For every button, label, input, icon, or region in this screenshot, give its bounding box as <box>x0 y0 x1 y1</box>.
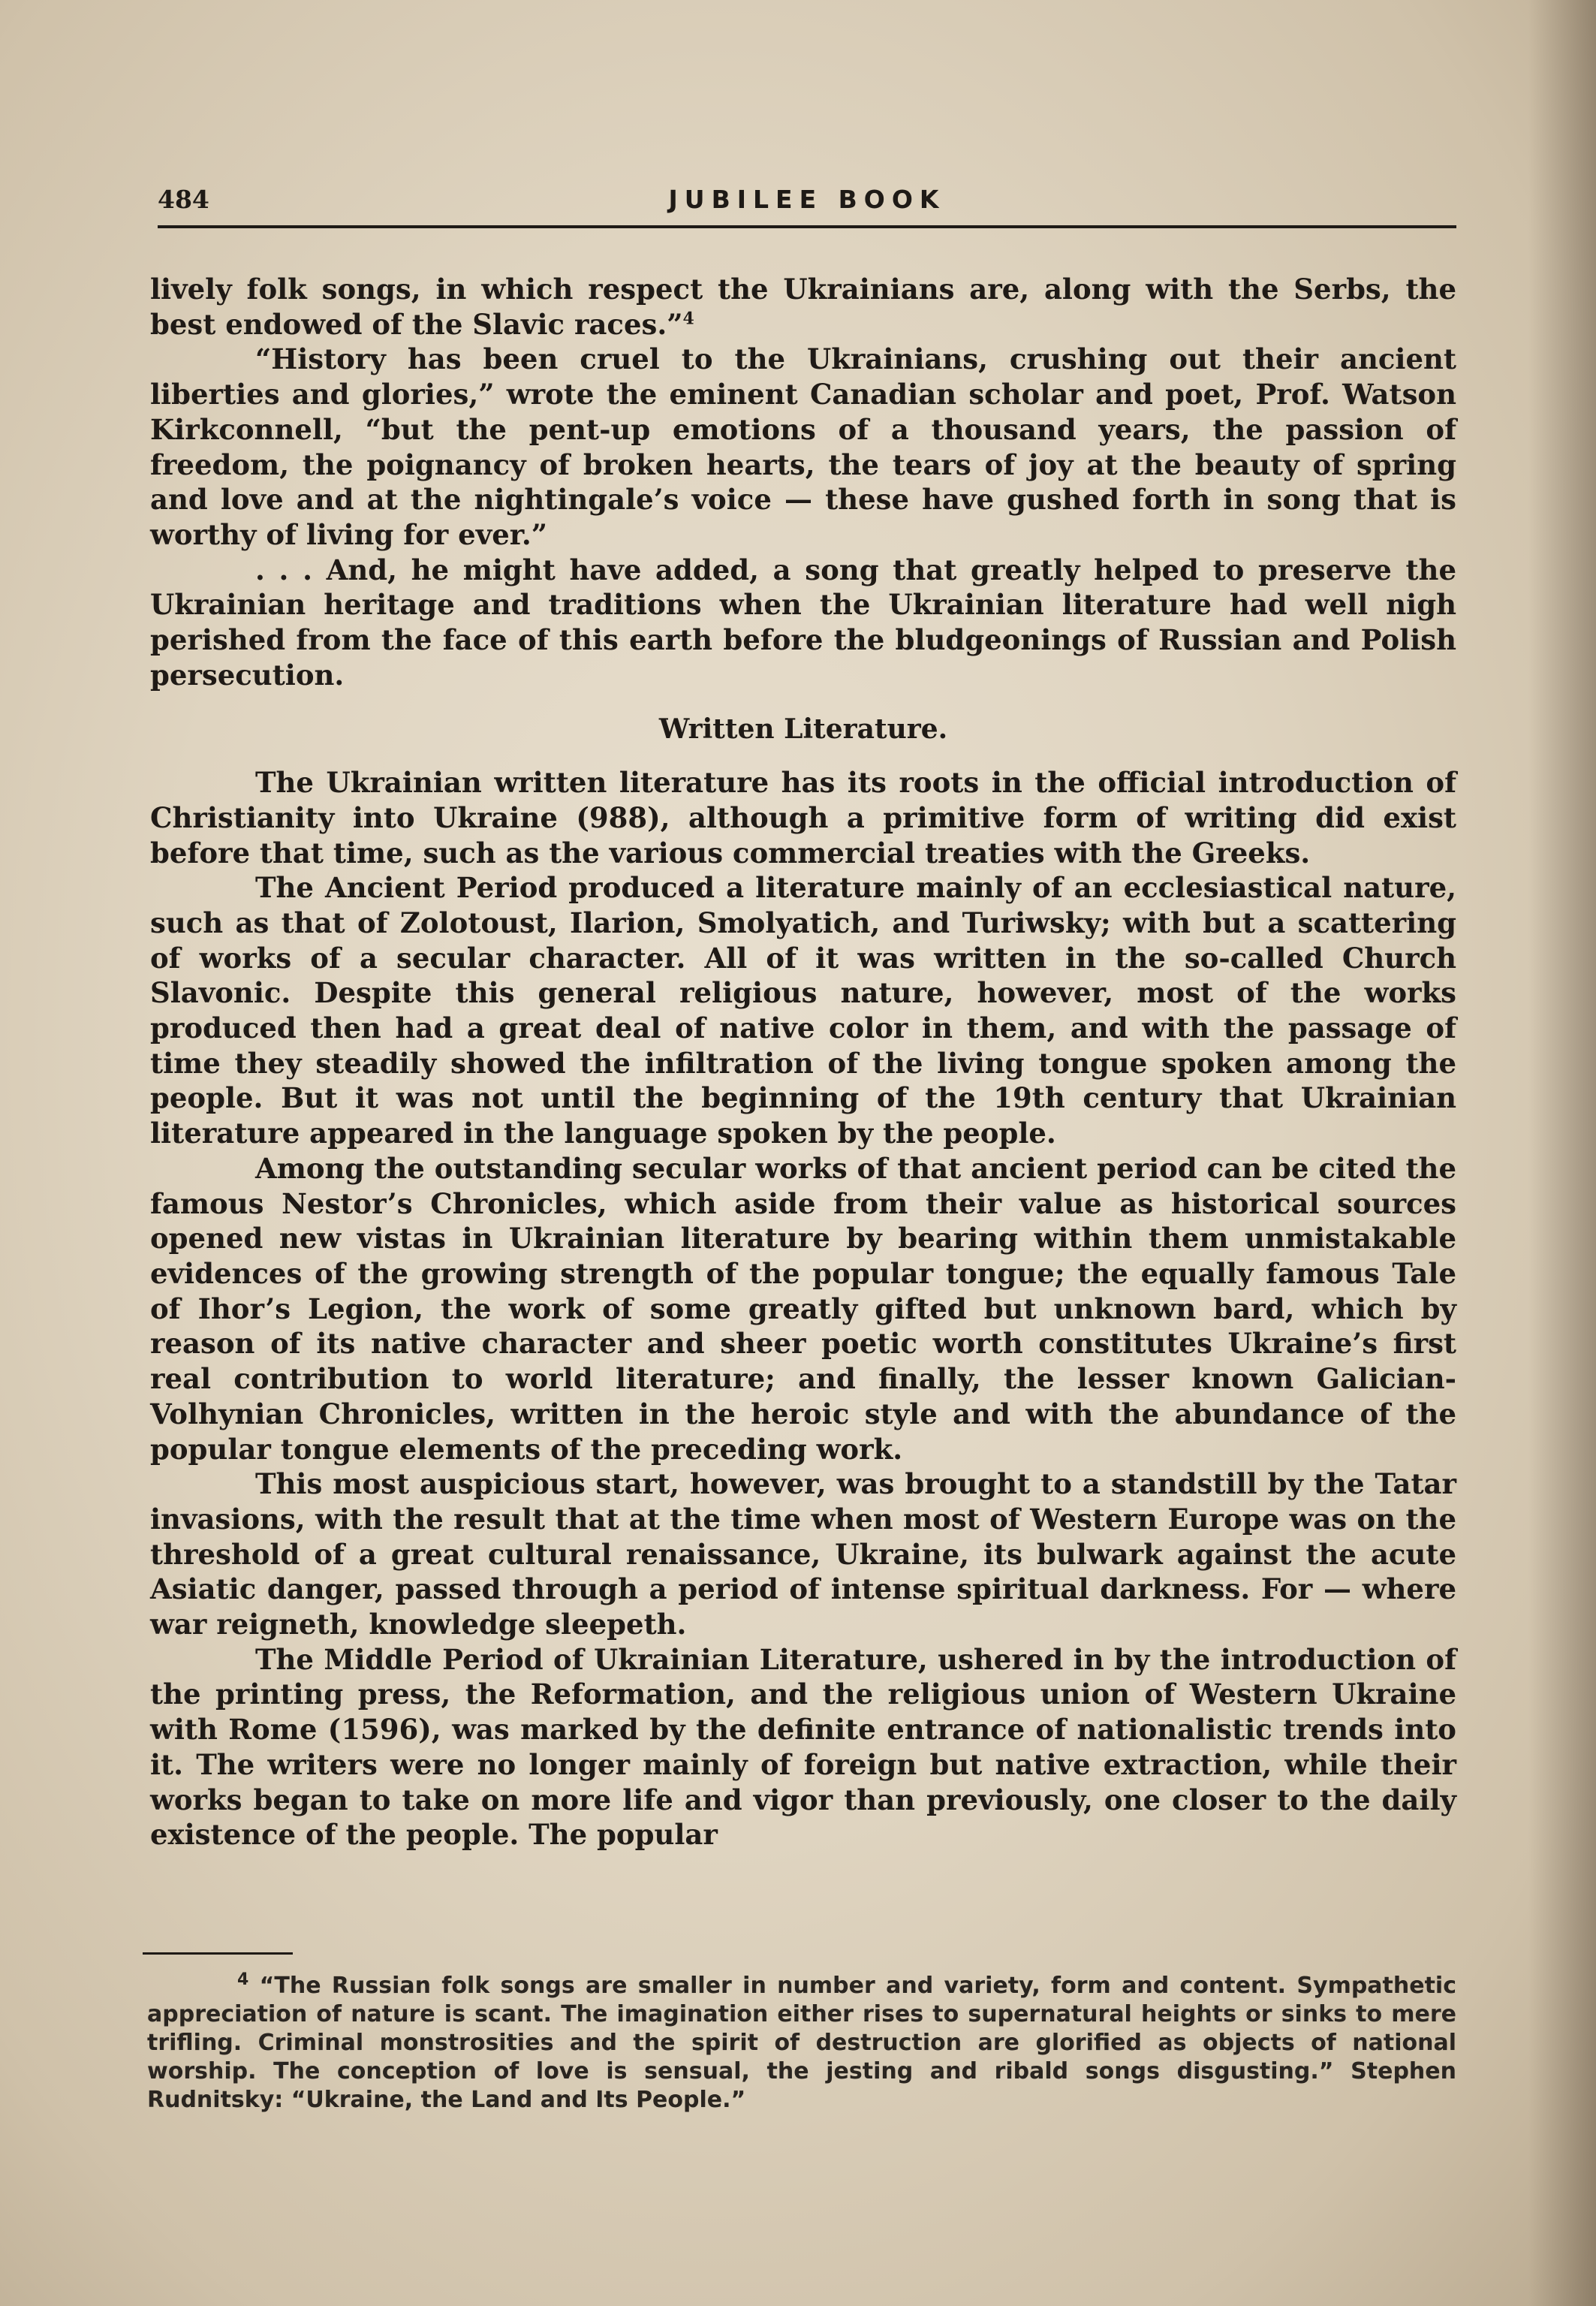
paragraph <box>150 272 1456 342</box>
footnote-rule <box>143 1952 293 1955</box>
page-number: 484 <box>158 185 209 214</box>
paragraph: . . . And, he might have added, a song that greatly helped to preserve the Ukrainian heritage and traditions when the Ukrainian literature had well nigh perished from the face of this earth before the bludgeonings of Russian and Polish persecution. <box>150 553 1456 692</box>
footnote-text: “The Russian folk songs are smaller in number and variety, form and content. Sympathetic appreciation of nature is scant. The imagination either rises to supernatural heights or sinks to mere trifling. Criminal monstrosities and the spirit of destruction are glorified as objects of national worship. The conception of love is sensual, the jesting and ribald songs disgusting.” Stephen Rudnitsky: “Ukraine, the Land and Its People.” <box>147 1973 1457 2113</box>
footnote <box>147 1972 1456 2115</box>
paragraph: The Middle Period of Ukrainian Literature, ushered in by the introduction of the printing press, the Reformation, and the religious union of Western Ukraine with Rome (1596), was marked by the definite entrance of nationalistic trends into it. The writers were no longer mainly of foreign but native extraction, while their works began to take on more life and vigor than previously, one closer to the daily existence of the people. The popular <box>150 1642 1456 1852</box>
paragraph: “History has been cruel to the Ukrainians, crushing out their ancient liberties and glories,” wrote the eminent Canadian scholar and poet, Prof. Watson Kirkconnell, “but the pent-up emotions of a thousand years, the passion of freedom, the poignancy of broken hearts, the tears of joy at the beauty of spring and love and at the nightingale’s voice — these have gushed forth in song that is worthy of living for ever.” <box>150 342 1456 551</box>
footnote-mark: 4 <box>237 1970 249 1989</box>
header-rule <box>158 225 1456 228</box>
section-heading: Written Literature. <box>658 713 948 746</box>
footnote-reference: 4 <box>682 309 694 329</box>
running-title: JUBILEE BOOK <box>668 185 946 214</box>
paragraph: This most auspicious start, however, was brought to a standstill by the Tatar invasions, with the result that at the time when most of Western Europe was on the threshold of a great cultural renaissance, Ukraine, its bulwark against the acute Asiatic danger, passed through a period of intense spiritual darkness. For — where war reigneth, knowledge sleepeth. <box>150 1467 1456 1641</box>
paragraph: The Ancient Period produced a literature mainly of an ecclesiastical nature, such as that of Zolotoust, Ilarion, Smolyatich, and Turiwsky; with but a scattering of works of a secular character. All of it was written in the so-called Church Slavonic. Despite this general religious nature, however, most of the works produced then had a great deal of native color in them, and with the passage of time they steadily showed the infiltration of the living tongue spoken among the people. But it was not until the beginning of the 19th century that Ukrainian literature appeared in the language spoken by the people. <box>150 871 1456 1150</box>
paragraph-text: lively folk songs, in which respect the Ukrainians are, along with the Serbs, the best endowed of the Slavic races.” <box>150 273 1456 341</box>
page-edge-shadow <box>1528 0 1596 2306</box>
paragraph: Among the outstanding secular works of that ancient period can be cited the famous Nestor’s Chronicles, which aside from their value as historical sources opened new vistas in Ukrainian literature by bearing within them unmistakable evidences of the growing strength of the popular tongue; the equally famous Tale of Ihor’s Legion, the work of some greatly gifted but unknown bard, which by reason of its native character and sheer poetic worth constitutes Ukraine’s first real contribution to world literature; and finally, the lesser known Galician-Volhynian Chronicles, written in the heroic style and with the abundance of the popular tongue elements of the preceding work. <box>150 1151 1456 1466</box>
paragraph: The Ukrainian written literature has its roots in the official introduction of Christianity into Ukraine (988), although a primitive form of writing did exist before that time, such as the various commercial treaties with the Greeks. <box>150 766 1456 870</box>
running-head <box>158 185 1456 222</box>
body-text <box>150 272 1456 1852</box>
